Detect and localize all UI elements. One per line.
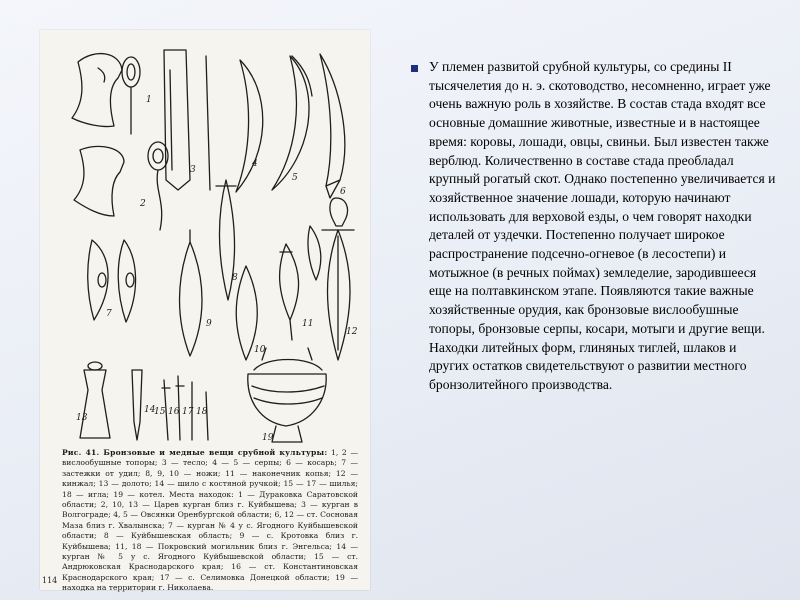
label-18: 18 — [196, 407, 208, 417]
label-13: 13 — [76, 413, 88, 423]
figure-caption — [62, 448, 358, 594]
awl-14-drawing — [132, 370, 142, 440]
label-7: 7 — [106, 309, 112, 319]
label-5: 5 — [292, 173, 298, 183]
label-14: 14 — [144, 405, 156, 415]
spearhead-drawing — [280, 244, 299, 340]
label-8: 8 — [232, 273, 238, 283]
label-10: 10 — [254, 345, 266, 355]
main-paragraph: У племен развитой срубной культуры, со средины II тысячелетия до н. э. скотоводство, несомненно, играет уже очень важную роль в хозяйстве. В состав стада входят все основные домашние животные, известные и в настоящее время: коровы, лошади, овцы, свиньи. Был известен также верблюд. Количественно в составе стада преобладал крупный рогатый скот. Однако постепенно увеличивается и хозяйственное значение лошади, которую начинают использовать для верховой езды, о чем говорят находки деталей от уздечки. Постепенно получает широкое распространение подсечно-огневое (в лесостепи) и мотыжное (в речных поймах) земледелие, зародившееся еще на полтавкинском этапе. Появляются такие важные хозяйственные орудия, как бронзовые вислообушные топоры, бронзовые серпы, косари, мотыги и другие вещи. Находки литейных форм, глиняных тиглей, шлаков и других остатков свидетельствуют о развитии местного бронзолитейного производства. — [429, 59, 776, 392]
text-block — [412, 58, 777, 395]
label-11: 11 — [302, 319, 314, 329]
bullet-icon — [411, 65, 418, 72]
label-12: 12 — [346, 327, 358, 337]
label-3: 3 — [190, 165, 196, 175]
label-17: 17 — [182, 407, 194, 417]
knife-9-drawing — [180, 230, 203, 356]
label-2: 2 — [140, 199, 146, 209]
knife-6-drawing — [320, 54, 345, 198]
chisel-drawing — [80, 362, 110, 438]
axe-2-drawing — [74, 146, 124, 216]
scanned-figure — [40, 30, 370, 593]
sickle-5-drawing — [272, 56, 312, 190]
label-19: 19 — [262, 433, 274, 443]
label-1: 1 — [146, 95, 152, 105]
label-9: 9 — [206, 319, 212, 329]
label-15: 15 — [154, 407, 166, 417]
cauldron-drawing — [248, 348, 326, 442]
sickle-4-drawing — [236, 60, 263, 192]
figure-caption-text: 1, 2 — вислообушные топоры; 3 — тесло; 4 — 5 — серпы; 6 — косарь; 7 — застежки от удил; 8, 9, 10 — ножи; 11 — наконечник копья; 12 — кинжал; 13 — долото; 14 — шило с костяной ручкой; 15 — 17 — шилья; 18 — игла; 19 — котел. Места находок: 1 — Дураковка Саратовской области; 2, 10, 13 — Царев курган близ г. Куйбышева; 3 — курган в Волгограде; 4, 5 — Овсянки Оренбургской области; 6, 12 — ст. Сосновая Маза близ г. Хвалынска; 7 — курган № 4 у с. Ягодного Куйбышевской области; 8 — Куйбышевская область; 9 — с. Кротовка близ г. Куйбышева; 11, 18 — Покровский могильник близ г. Энгельса; 14 — курган № 5 у с. Ягодного Куйбышевской области; 15 — ст. Андрюковская Краснодарского края; 16 — ст. Константиновская Краснодарского края; 17 — с. Селимовка Донецкой области; 19 — находка на территории г. Николаева. — [62, 448, 358, 593]
page-number: 114 — [42, 576, 58, 585]
adze-drawing — [164, 50, 190, 190]
label-4: 4 — [252, 159, 258, 169]
rod-drawing — [206, 56, 210, 190]
ladle-drawing — [122, 57, 140, 134]
axe-1-drawing — [72, 54, 122, 127]
small-spear-drawing — [308, 226, 321, 280]
figure-caption-title: Рис. 41. Бронзовые и медные вещи срубной культуры: — [62, 448, 328, 457]
label-6: 6 — [340, 187, 346, 197]
label-16: 16 — [168, 407, 180, 417]
